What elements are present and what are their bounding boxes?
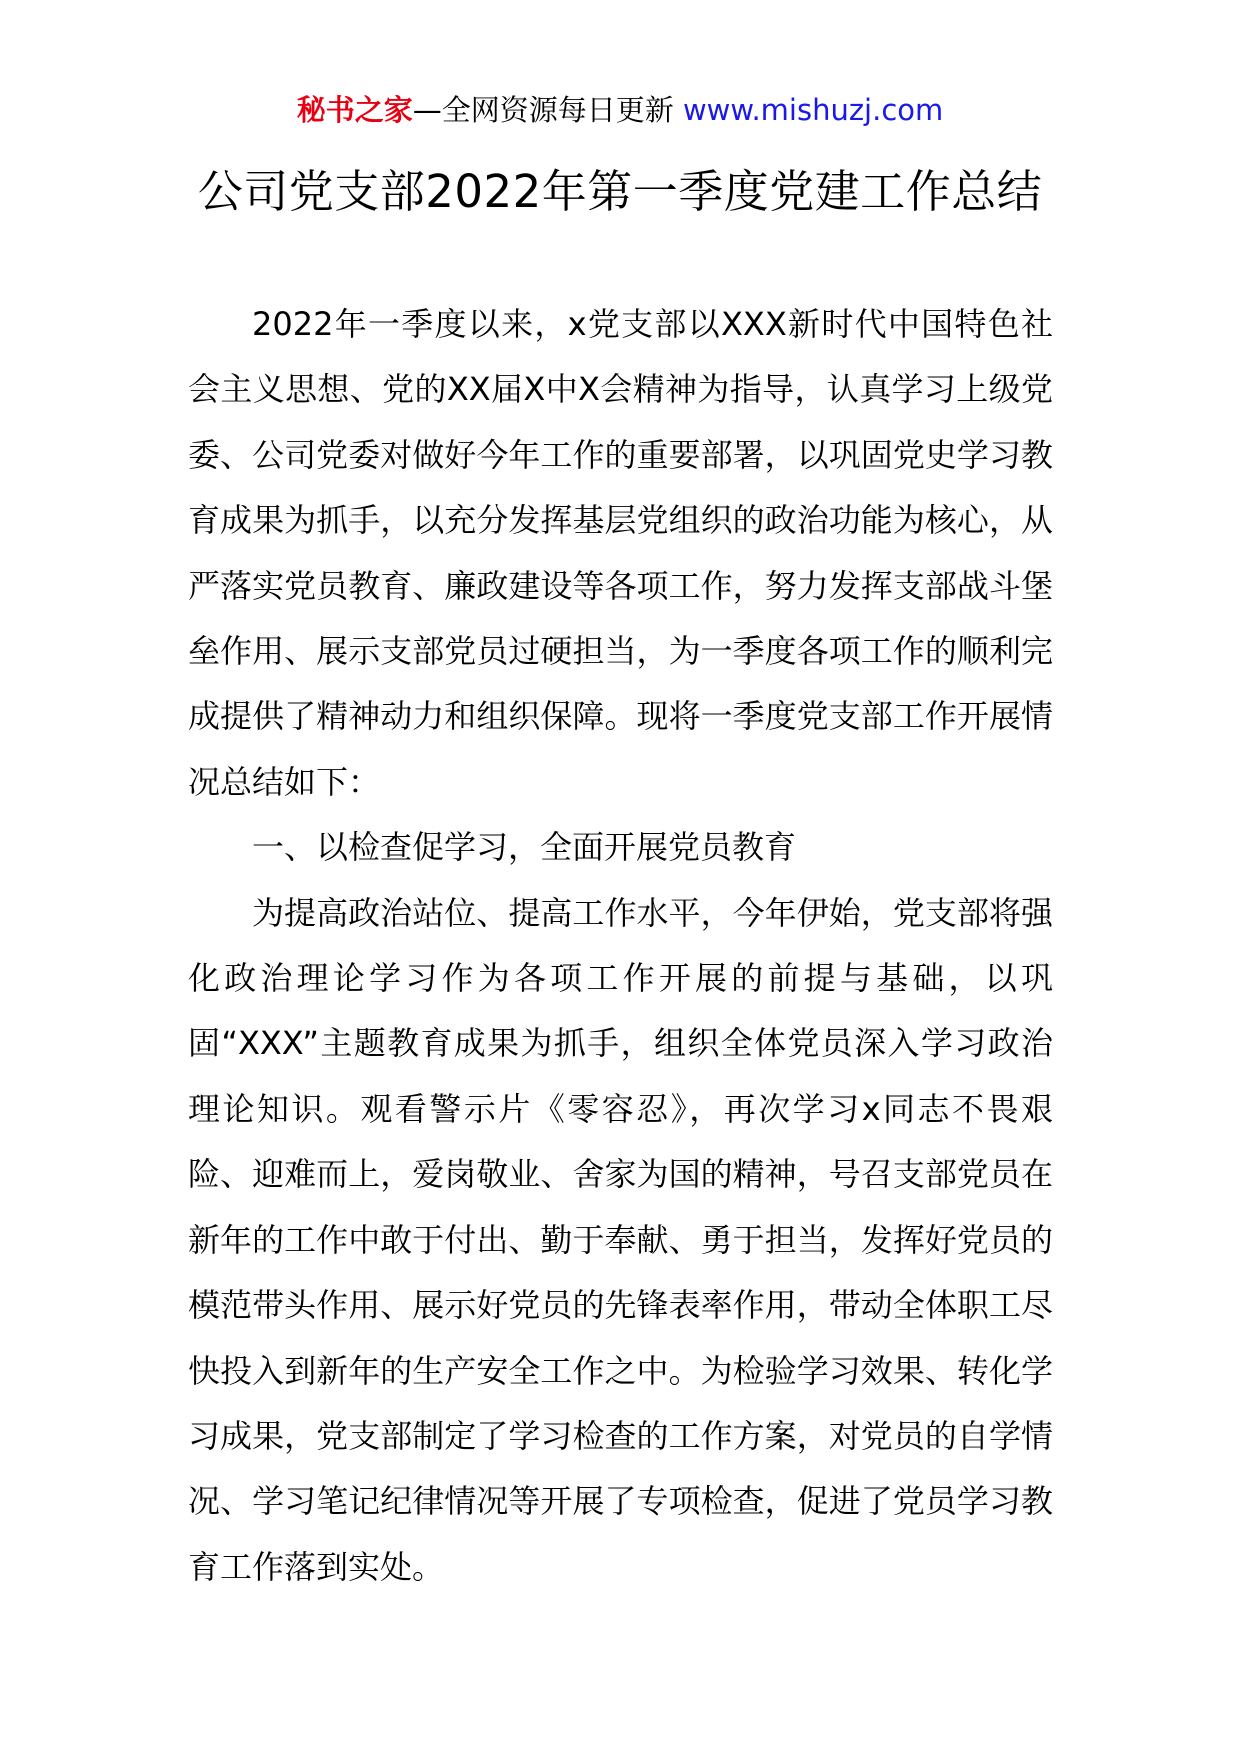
- site-header: [0, 88, 1240, 132]
- site-url-link[interactable]: www.mishuzj.com: [682, 93, 944, 127]
- header-tagline: —全网资源每日更新: [412, 93, 674, 127]
- section-paragraph: 为提高政治站位、提高工作水平，今年伊始，党支部将强化政治理论学习作为各项工作开展的前提与基础，以巩固“XXX”主题教育成果为抓手，组织全体党员深入学习政治理论知识。观看警示片《零容忍》，再次学习x同志不畏艰险、迎难而上，爱岗敬业、舍家为国的精神，号召支部党员在新年的工作中敢于付出、勤于奉献、勇于担当，发挥好党员的模范带头作用、展示好党员的先锋表率作用，带动全体职工尽快投入到新年的生产安全工作之中。为检验学习效果、转化学习成果，党支部制定了学习检查的工作方案，对党员的自学情况、学习笔记纪律情况等开展了专项检查，促进了党员学习教育工作落到实处。: [188, 893, 1053, 1586]
- section-heading: 一、以检查促学习，全面开展党员教育: [252, 828, 797, 867]
- intro-paragraph: 2022年一季度以来，x党支部以XXX新时代中国特色社会主义思想、党的XX届X中X会精神为指导，认真学习上级党委、公司党委对做好今年工作的重要部署，以巩固党史学习教育成果为抓手，以充分发挥基层党组织的政治功能为核心，从严落实党员教育、廉政建设等各项工作，努力发挥支部战斗堡垒作用、展示支部党员过硬担当，为一季度各项工作的顺利完成提供了精神动力和组织保障。现将一季度党支部工作开展情况总结如下：: [188, 305, 1053, 801]
- document-title: 公司党支部2022年第一季度党建工作总结: [197, 165, 1043, 218]
- document-body: [188, 292, 1053, 1600]
- brand-name: 秘书之家: [296, 93, 413, 127]
